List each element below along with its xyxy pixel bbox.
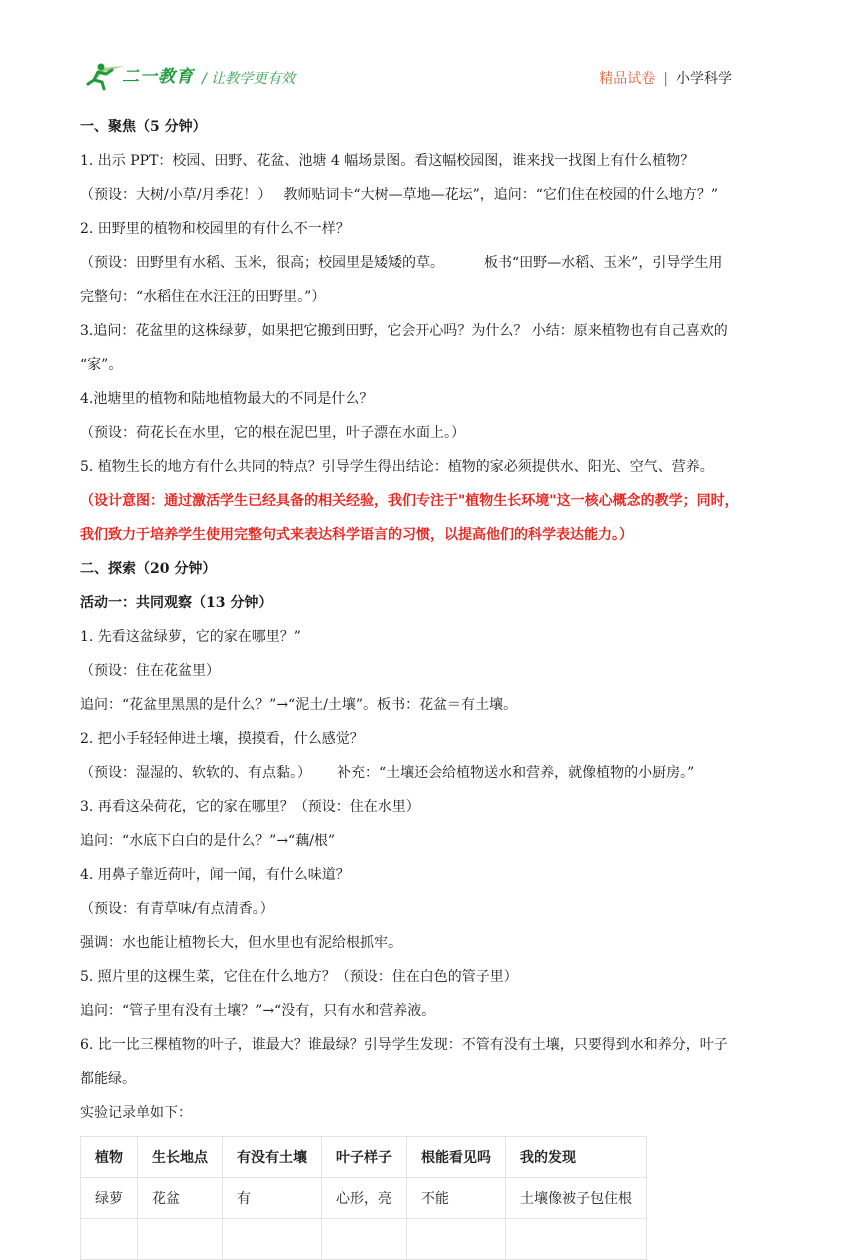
table-cell: 土壤像被子包住根 xyxy=(506,1178,647,1219)
table-header-row xyxy=(81,1137,647,1178)
activity-title: 活动一：共同观察（13 分钟） xyxy=(80,595,273,611)
subject-label: 小学科学 xyxy=(676,71,732,87)
column-header: 我的发现 xyxy=(506,1137,647,1178)
table-cell: 不能 xyxy=(407,1178,506,1219)
paragraph: （预设：荷花长在水里，它的根在泥巴里，叶子漂在水面上。） xyxy=(80,425,465,441)
paragraph: 5. 植物生长的地方有什么共同的特点？引导学生得出结论：植物的家必须提供水、阳光、空气、营养。 xyxy=(80,459,714,475)
paragraph: （预设：有青草味/有点清香。） xyxy=(80,901,274,917)
paragraph: 4. 用鼻子靠近荷叶，闻一闻，有什么味道？ xyxy=(80,867,350,883)
section-explore-title: 二、探索（20 分钟） xyxy=(80,561,217,577)
paragraph xyxy=(80,246,782,280)
section-focus-title: 一、聚焦（5 分钟） xyxy=(80,119,207,135)
experiment-record-table xyxy=(80,1136,647,1260)
premium-tag: 精品试卷 xyxy=(599,71,656,87)
column-header: 叶子样子 xyxy=(322,1137,407,1178)
table-cell xyxy=(506,1219,647,1260)
table-row xyxy=(81,1219,647,1260)
column-header: 根能看见吗 xyxy=(407,1137,506,1178)
paragraph: 2. 把小手轻轻伸进土壤，摸摸看，什么感觉？ xyxy=(80,731,364,747)
table-cell: 花盆 xyxy=(138,1178,223,1219)
paragraph: 都能绿。 xyxy=(80,1071,136,1087)
paragraph: 1. 出示 PPT：校园、田野、花盆、池塘 4 幅场景图。看这幅校园图，谁来找一找图上有什么植物？ xyxy=(80,153,695,169)
document-body xyxy=(80,110,782,1260)
table-row xyxy=(81,1178,647,1219)
paragraph: 追问：“花盆里黑黑的是什么？”→“泥土/土壤”。板书：花盆＝有土壤。 xyxy=(80,697,518,713)
design-intent-note: （设计意图：通过激活学生已经具备的相关经验，我们专注于"植物生长环境"这一核心概念的教学；同时， xyxy=(80,493,739,509)
column-header: 生长地点 xyxy=(138,1137,223,1178)
table-cell: 有 xyxy=(223,1178,322,1219)
column-header: 有没有土壤 xyxy=(223,1137,322,1178)
supplement: 补充：“土壤还会给植物送水和营养，就像植物的小厨房。” xyxy=(337,765,695,781)
table-cell xyxy=(81,1219,138,1260)
paragraph: （预设：住在花盆里） xyxy=(80,663,220,679)
preset-answer: （预设：田野里有水稻、玉米，很高；校园里是矮矮的草。 xyxy=(80,255,444,271)
paragraph: 4.池塘里的植物和陆地植物最大的不同是什么？ xyxy=(80,391,374,407)
paragraph: 3. 再看这朵荷花，它的家在哪里？（预设：住在水里） xyxy=(80,799,420,815)
tag-separator: | xyxy=(663,71,668,87)
preset-answer: （预设：湿湿的、软软的、有点黏。） xyxy=(80,765,311,781)
paragraph: “家”。 xyxy=(80,357,123,373)
page-header xyxy=(0,0,860,100)
paragraph: 强调：水也能让植物长大，但水里也有泥给根抓牢。 xyxy=(80,935,402,951)
table-cell xyxy=(138,1219,223,1260)
teacher-action: 板书“田野—水稻、玉米”，引导学生用 xyxy=(484,255,723,271)
table-cell: 心形，亮 xyxy=(322,1178,407,1219)
preset-answer: （预设：大树/小草/月季花！） xyxy=(80,187,272,203)
paragraph xyxy=(80,178,782,212)
table-caption: 实验记录单如下： xyxy=(80,1105,192,1121)
paragraph: 6. 比一比三棵植物的叶子，谁最大？谁最绿？引导学生发现：不管有没有土壤，只要得到水和养分，叶子 xyxy=(80,1037,728,1053)
table-cell: 绿萝 xyxy=(81,1178,138,1219)
paragraph: 5. 照片里的这棵生菜，它住在什么地方？（预设：住在白色的管子里） xyxy=(80,969,518,985)
paragraph xyxy=(80,756,782,790)
teacher-action: 教师贴词卡“大树—草地—花坛”，追问：“它们住在校园的什么地方？” xyxy=(283,187,719,203)
table-cell xyxy=(223,1219,322,1260)
table-cell xyxy=(322,1219,407,1260)
brand-name: 二一教育 xyxy=(122,67,194,87)
paragraph: 1. 先看这盆绿萝，它的家在哪里？” xyxy=(80,629,301,645)
brand-slogan: / 让教学更有效 xyxy=(202,71,296,87)
paragraph: 完整句：“水稻住在水汪汪的田野里。”） xyxy=(80,289,326,305)
design-intent-note: 我们致力于培养学生使用完整句式来表达科学语言的习惯，以提高他们的科学表达能力。） xyxy=(80,527,633,543)
header-tags xyxy=(599,68,732,88)
paragraph: 2. 田野里的植物和校园里的有什么不一样？ xyxy=(80,221,350,237)
paragraph: 3.追问：花盆里的这株绿萝，如果把它搬到田野，它会开心吗？为什么？ 小结：原来植物也有自己喜欢的 xyxy=(80,323,728,339)
paragraph: 追问：“水底下白白的是什么？”→“藕/根” xyxy=(80,833,336,849)
table-cell xyxy=(407,1219,506,1260)
paragraph: 追问：“管子里有没有土壤？”→“没有，只有水和营养液。 xyxy=(80,1003,436,1019)
column-header: 植物 xyxy=(81,1137,138,1178)
